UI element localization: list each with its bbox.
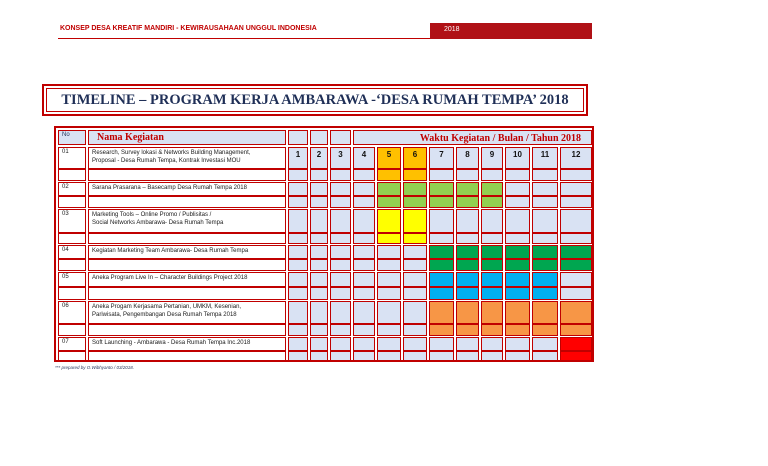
spacer-month-cell-7	[429, 287, 454, 300]
month-cell-9	[481, 337, 503, 351]
header-empty-cell	[288, 130, 308, 145]
spacer-month-cell-5	[377, 351, 401, 361]
spacer-month-cell-7	[429, 196, 454, 208]
spacer-month-cell-1	[288, 233, 308, 244]
footnote: *** prepared by O.Wibhyanto / 03/2018.	[55, 365, 135, 370]
spacer-month-cell-7	[429, 351, 454, 361]
spacer-no-cell	[58, 196, 86, 208]
spacer-month-cell-12	[560, 196, 592, 208]
month-cell-2: 2	[310, 147, 328, 169]
spacer-month-cell-3	[330, 233, 351, 244]
spacer-month-cell-5	[377, 169, 401, 181]
spacer-month-cell-12	[560, 324, 592, 336]
spacer-no-cell	[58, 351, 86, 361]
month-cell-1	[288, 182, 308, 196]
header-left-text: KONSEP DESA KREATIF MANDIRI - KEWIRAUSAHAAN UNGGUL INDONESIA	[60, 25, 317, 32]
month-cell-6	[403, 245, 427, 259]
month-cell-8: 8	[456, 147, 479, 169]
spacer-name-cell	[88, 324, 286, 336]
spacer-month-cell-2	[310, 351, 328, 361]
month-cell-9	[481, 209, 503, 233]
month-cell-11	[532, 337, 558, 351]
spacer-month-cell-4	[353, 196, 375, 208]
month-cell-12	[560, 245, 592, 259]
month-cell-6	[403, 301, 427, 324]
activity-no: 03	[58, 209, 86, 233]
spacer-month-cell-3	[330, 287, 351, 300]
spacer-month-cell-6	[403, 169, 427, 181]
month-cell-11	[532, 272, 558, 287]
month-cell-3: 3	[330, 147, 351, 169]
month-cell-9	[481, 182, 503, 196]
spacer-month-cell-1	[288, 196, 308, 208]
activity-name: Aneka Progam Kerjasama Pertanian, UMKM, Kesenian, Pariwisata, Pengembangan Desa Rumah Tempa 2018	[88, 301, 286, 324]
month-cell-4	[353, 209, 375, 233]
spacer-month-cell-7	[429, 324, 454, 336]
spacer-no-cell	[58, 324, 86, 336]
spacer-month-cell-6	[403, 324, 427, 336]
spacer-month-cell-10	[505, 351, 530, 361]
spacer-month-cell-11	[532, 259, 558, 271]
month-cell-8	[456, 182, 479, 196]
month-cell-10: 10	[505, 147, 530, 169]
header-bar-left	[58, 23, 430, 39]
month-cell-6	[403, 337, 427, 351]
month-cell-1	[288, 245, 308, 259]
spacer-month-cell-1	[288, 259, 308, 271]
month-cell-7	[429, 245, 454, 259]
header-nama-kegiatan: Nama Kegiatan	[88, 130, 286, 145]
month-cell-10	[505, 301, 530, 324]
month-cell-8	[456, 337, 479, 351]
spacer-month-cell-9	[481, 351, 503, 361]
month-cell-5	[377, 209, 401, 233]
spacer-month-cell-8	[456, 351, 479, 361]
timeline-table	[54, 126, 594, 362]
spacer-name-cell	[88, 287, 286, 300]
month-cell-7	[429, 337, 454, 351]
activity-no: 01	[58, 147, 86, 169]
spacer-month-cell-3	[330, 259, 351, 271]
month-cell-3	[330, 301, 351, 324]
spacer-no-cell	[58, 287, 86, 300]
month-cell-5	[377, 337, 401, 351]
spacer-no-cell	[58, 259, 86, 271]
spacer-month-cell-1	[288, 287, 308, 300]
spacer-name-cell	[88, 259, 286, 271]
month-cell-1	[288, 337, 308, 351]
spacer-month-cell-6	[403, 287, 427, 300]
spacer-month-cell-2	[310, 233, 328, 244]
month-cell-6	[403, 209, 427, 233]
spacer-month-cell-3	[330, 351, 351, 361]
month-cell-2	[310, 209, 328, 233]
spacer-month-cell-3	[330, 196, 351, 208]
month-cell-12: 12	[560, 147, 592, 169]
month-cell-8	[456, 209, 479, 233]
month-cell-10	[505, 209, 530, 233]
month-cell-4	[353, 337, 375, 351]
month-cell-9	[481, 301, 503, 324]
spacer-month-cell-11	[532, 169, 558, 181]
spacer-month-cell-1	[288, 351, 308, 361]
month-cell-7	[429, 272, 454, 287]
month-cell-7: 7	[429, 147, 454, 169]
spacer-month-cell-6	[403, 259, 427, 271]
month-cell-11	[532, 182, 558, 196]
spacer-month-cell-10	[505, 196, 530, 208]
activity-name: Kegiatan Marketing Team Ambarawa- Desa Rumah Tempa	[88, 245, 286, 259]
spacer-month-cell-7	[429, 169, 454, 181]
month-cell-12	[560, 301, 592, 324]
month-cell-11	[532, 245, 558, 259]
month-cell-2	[310, 301, 328, 324]
spacer-month-cell-6	[403, 233, 427, 244]
month-cell-8	[456, 301, 479, 324]
spacer-month-cell-6	[403, 351, 427, 361]
month-cell-7	[429, 182, 454, 196]
spacer-month-cell-4	[353, 169, 375, 181]
month-cell-12	[560, 272, 592, 287]
month-cell-5	[377, 182, 401, 196]
spacer-month-cell-10	[505, 324, 530, 336]
month-cell-3	[330, 272, 351, 287]
spacer-month-cell-10	[505, 233, 530, 244]
month-cell-4: 4	[353, 147, 375, 169]
month-cell-10	[505, 272, 530, 287]
month-cell-4	[353, 182, 375, 196]
spacer-month-cell-2	[310, 287, 328, 300]
month-cell-1	[288, 272, 308, 287]
month-cell-6: 6	[403, 147, 427, 169]
spacer-month-cell-9	[481, 196, 503, 208]
month-cell-11: 11	[532, 147, 558, 169]
spacer-name-cell	[88, 351, 286, 361]
spacer-month-cell-11	[532, 324, 558, 336]
month-cell-1	[288, 209, 308, 233]
header-waktu-kegiatan: Waktu Kegiatan / Bulan / Tahun 2018	[353, 130, 592, 145]
month-cell-4	[353, 301, 375, 324]
spacer-month-cell-9	[481, 324, 503, 336]
month-cell-1: 1	[288, 147, 308, 169]
spacer-month-cell-2	[310, 259, 328, 271]
month-cell-7	[429, 301, 454, 324]
activity-no: 02	[58, 182, 86, 196]
spacer-month-cell-8	[456, 169, 479, 181]
month-cell-3	[330, 245, 351, 259]
month-cell-10	[505, 337, 530, 351]
title-box	[42, 84, 588, 116]
month-cell-3	[330, 209, 351, 233]
spacer-month-cell-3	[330, 169, 351, 181]
activity-name: Aneka Program Live In – Character Buildings Project 2018	[88, 272, 286, 287]
spacer-month-cell-9	[481, 169, 503, 181]
month-cell-9	[481, 245, 503, 259]
month-cell-6	[403, 272, 427, 287]
spacer-month-cell-12	[560, 287, 592, 300]
spacer-month-cell-9	[481, 233, 503, 244]
month-cell-1	[288, 301, 308, 324]
spacer-month-cell-8	[456, 259, 479, 271]
activity-no: 06	[58, 301, 86, 324]
spacer-no-cell	[58, 169, 86, 181]
month-cell-6	[403, 182, 427, 196]
header-year: 2018	[444, 26, 460, 33]
spacer-month-cell-1	[288, 169, 308, 181]
activity-name: Research, Survey lokasi & Networks Building Management, Proposal - Desa Rumah Tempa, Kontrak Investasi MOU	[88, 147, 286, 169]
month-cell-8	[456, 245, 479, 259]
spacer-month-cell-4	[353, 351, 375, 361]
spacer-month-cell-5	[377, 196, 401, 208]
spacer-month-cell-3	[330, 324, 351, 336]
spacer-month-cell-12	[560, 259, 592, 271]
month-cell-12	[560, 209, 592, 233]
month-cell-5	[377, 272, 401, 287]
spacer-month-cell-5	[377, 287, 401, 300]
spacer-month-cell-4	[353, 287, 375, 300]
month-cell-11	[532, 209, 558, 233]
month-cell-5	[377, 301, 401, 324]
header-empty-cell	[330, 130, 351, 145]
spacer-month-cell-10	[505, 287, 530, 300]
spacer-month-cell-8	[456, 324, 479, 336]
spacer-month-cell-11	[532, 287, 558, 300]
spacer-month-cell-5	[377, 233, 401, 244]
header-empty-cell	[310, 130, 328, 145]
spacer-month-cell-5	[377, 324, 401, 336]
activity-no: 07	[58, 337, 86, 351]
spacer-month-cell-8	[456, 287, 479, 300]
month-cell-4	[353, 272, 375, 287]
spacer-month-cell-12	[560, 351, 592, 361]
month-cell-7	[429, 209, 454, 233]
month-cell-8	[456, 272, 479, 287]
spacer-no-cell	[58, 233, 86, 244]
month-cell-9	[481, 272, 503, 287]
month-cell-12	[560, 182, 592, 196]
spacer-month-cell-7	[429, 259, 454, 271]
month-cell-3	[330, 182, 351, 196]
month-cell-5	[377, 245, 401, 259]
spacer-month-cell-5	[377, 259, 401, 271]
spacer-name-cell	[88, 169, 286, 181]
month-cell-3	[330, 337, 351, 351]
page-title: TIMELINE – PROGRAM KERJA AMBARAWA -‘DESA RUMAH TEMPA’ 2018	[61, 91, 569, 108]
spacer-month-cell-8	[456, 233, 479, 244]
spacer-month-cell-10	[505, 259, 530, 271]
month-cell-2	[310, 337, 328, 351]
activity-name: Marketing Tools – Online Promo / Publisitas / Social Networks Ambarawa- Desa Rumah Tempa	[88, 209, 286, 233]
spacer-month-cell-4	[353, 259, 375, 271]
month-cell-5: 5	[377, 147, 401, 169]
spacer-month-cell-2	[310, 196, 328, 208]
spacer-name-cell	[88, 196, 286, 208]
spacer-month-cell-11	[532, 351, 558, 361]
spacer-month-cell-1	[288, 324, 308, 336]
spacer-month-cell-8	[456, 196, 479, 208]
spacer-month-cell-12	[560, 233, 592, 244]
spacer-month-cell-9	[481, 259, 503, 271]
activity-no: 04	[58, 245, 86, 259]
month-cell-10	[505, 182, 530, 196]
spacer-month-cell-2	[310, 169, 328, 181]
spacer-name-cell	[88, 233, 286, 244]
month-cell-4	[353, 245, 375, 259]
spacer-month-cell-2	[310, 324, 328, 336]
month-cell-12	[560, 337, 592, 351]
spacer-month-cell-6	[403, 196, 427, 208]
header-bar-right	[430, 23, 592, 39]
spacer-month-cell-12	[560, 169, 592, 181]
month-cell-11	[532, 301, 558, 324]
spacer-month-cell-9	[481, 287, 503, 300]
month-cell-2	[310, 272, 328, 287]
spacer-month-cell-7	[429, 233, 454, 244]
header-no-cell: No	[58, 130, 86, 145]
activity-name: Sarana Prasarana – Basecamp Desa Rumah Tempa 2018	[88, 182, 286, 196]
activity-no: 05	[58, 272, 86, 287]
spacer-month-cell-11	[532, 196, 558, 208]
spacer-month-cell-4	[353, 233, 375, 244]
month-cell-9: 9	[481, 147, 503, 169]
month-cell-2	[310, 182, 328, 196]
spacer-month-cell-11	[532, 233, 558, 244]
month-cell-2	[310, 245, 328, 259]
spacer-month-cell-10	[505, 169, 530, 181]
spacer-month-cell-4	[353, 324, 375, 336]
activity-name: Soft Launching - Ambarawa - Desa Rumah Tempa Inc.2018	[88, 337, 286, 351]
month-cell-10	[505, 245, 530, 259]
